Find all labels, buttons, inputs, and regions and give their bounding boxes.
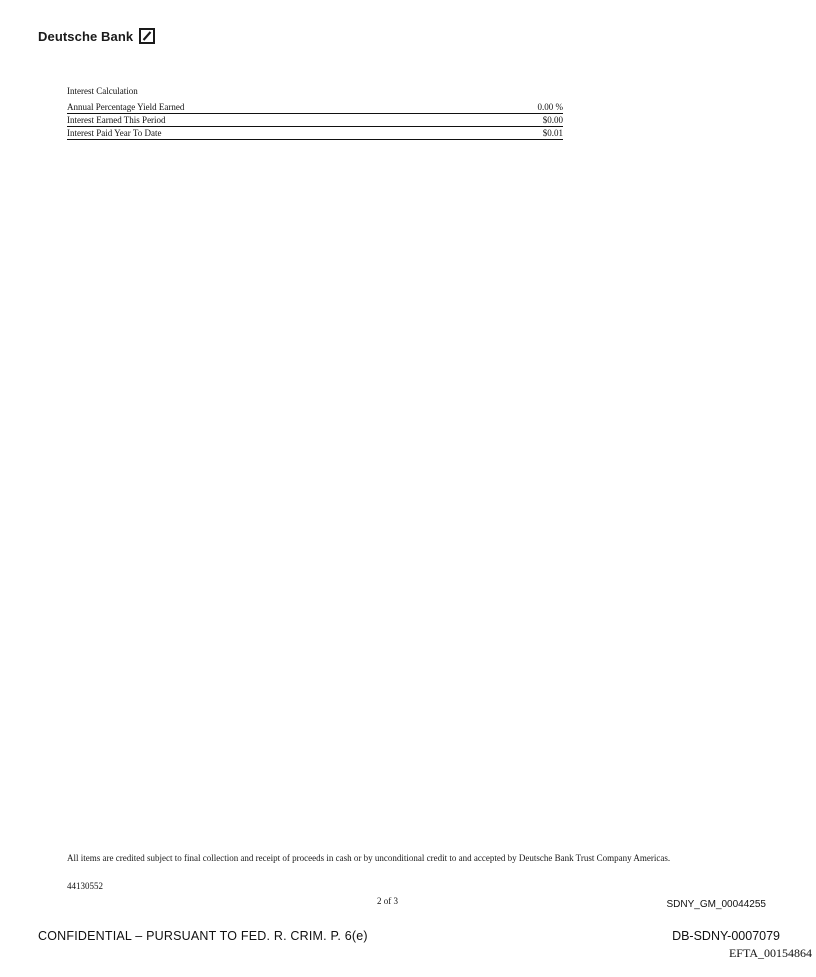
- bates-sdny-stamp: SDNY_GM_00044255: [666, 899, 766, 910]
- interest-row: [67, 101, 563, 114]
- interest-row-value: $0.01: [542, 128, 563, 138]
- brand-header: [38, 28, 155, 44]
- interest-row-label: Interest Paid Year To Date: [67, 128, 162, 138]
- bates-db-stamp: DB-SDNY-0007079: [672, 929, 780, 943]
- confidential-notice: CONFIDENTIAL – PURSUANT TO FED. R. CRIM. P. 6(e): [38, 929, 368, 943]
- account-number: 44130552: [67, 881, 103, 891]
- bates-efta-stamp: EFTA_00154864: [728, 946, 812, 960]
- interest-heading: Interest Calculation: [67, 86, 138, 96]
- page-number: 2 of 3: [377, 896, 398, 906]
- deutsche-bank-slash-logo-icon: [139, 28, 155, 44]
- interest-row: [67, 127, 563, 140]
- interest-row-label: Interest Earned This Period: [67, 115, 166, 125]
- interest-calculation-table: [67, 87, 563, 140]
- brand-name: Deutsche Bank: [38, 28, 134, 44]
- interest-row-label: Annual Percentage Yield Earned: [67, 102, 185, 112]
- interest-row-value: 0.00 %: [537, 102, 563, 112]
- disclaimer-text: All items are credited subject to final collection and receipt of proceeds in cash or by unconditional credit to and accepted by Deutsche Bank Trust Company Americas.: [67, 853, 671, 863]
- interest-row-value: $0.00: [542, 115, 563, 125]
- interest-row: [67, 114, 563, 127]
